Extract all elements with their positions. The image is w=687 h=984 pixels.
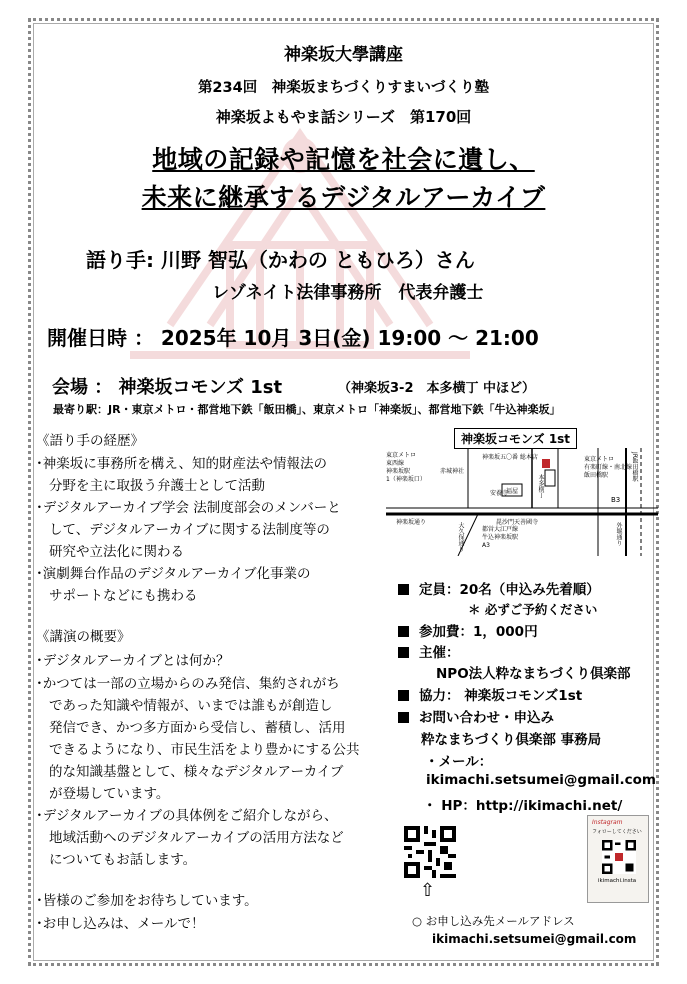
map-label: 神楽坂通り — [396, 519, 427, 526]
bullet-square-icon — [398, 647, 409, 658]
main-title-line2: 未来に継承するデジタルアーカイブ — [141, 183, 546, 212]
coop-text: 協力： 神楽坂コモンズ1st — [419, 688, 583, 704]
main-title-line1: 地域の記録や記憶を社会に遺し、 — [152, 145, 535, 174]
map-label: 外堀通り — [615, 522, 622, 546]
map-label: 東京メトロ 有楽町線・南北線 飯田橋駅 — [584, 456, 633, 479]
summary-line: 発信でき、かつ多方面から受信し、蓄積し、活用 — [49, 720, 346, 736]
summary-line: 的な知識基盤として、様々なデジタルアーカイブ — [49, 764, 344, 780]
profile-line: ･デジタルアーカイブ学会 法制度部会のメンバーと — [36, 500, 341, 516]
fee-text: 参加費：1，000円 — [419, 624, 538, 640]
profile-line: ･演劇舞台作品のデジタルアーカイブ化事業の — [36, 566, 311, 582]
qr-caption: ○ お申し込み先メールアドレス — [412, 914, 575, 928]
venue-address: （神楽坂3-2 本多横丁 中ほど） — [338, 381, 536, 396]
summary-line: ･かつては一部の立場からのみ発信、集約されがち — [36, 676, 340, 692]
capacity-text: 定員：20名（申込み先着順） — [419, 582, 600, 598]
map-label: B3 — [611, 496, 621, 504]
map-label: 東京メトロ 東西線 神楽坂駅 1（神楽坂口） — [386, 452, 426, 483]
series-title-1: 第234回 神楽坂まちづくりすまいづくり塾 — [197, 80, 490, 96]
instagram-qr-icon — [602, 840, 636, 874]
cooperation — [398, 684, 582, 704]
mail-label: ・メール： — [425, 754, 493, 770]
profile-line: 研究や立法化に関わる — [49, 544, 184, 560]
profile-line: ･神楽坂に事務所を構え、知的財産法や情報法の — [36, 456, 328, 472]
profile-line: サポートなどにも携わる — [49, 588, 198, 604]
map-label: 都営大江戸線 牛込神楽坂駅 A3 — [482, 526, 519, 549]
summary-line: ･デジタルアーカイブの具体例をご紹介しながら、 — [36, 808, 338, 824]
fee — [398, 620, 538, 640]
arrow-up-icon: ⇧ — [420, 880, 436, 901]
host-label — [398, 641, 460, 661]
capacity — [398, 578, 600, 598]
map-label: 毘沙門天善國寺 — [496, 519, 539, 526]
bullet-square-icon — [398, 712, 409, 723]
capacity-note: ＊ 必ずご予約ください — [468, 602, 598, 617]
summary-heading: 《講演の概要》 — [36, 629, 131, 645]
map-label: 本多横丁 — [537, 474, 544, 498]
speaker-affiliation: レゾネイト法律事務所 代表弁護士 — [212, 283, 484, 303]
homepage-link[interactable]: ・ HP：http://ikimachi.net/ — [423, 798, 623, 814]
contact-email[interactable]: ikimachi.setsumei@gmail.com — [426, 772, 656, 788]
closing-line: ･お申し込みは、メールで！ — [36, 916, 205, 932]
profile-heading: 《語り手の経歴》 — [36, 433, 144, 449]
venue-map — [386, 428, 658, 556]
access-info: 最寄り駅：JR・東京メトロ・都営地下鉄「飯田橋」、東京メトロ「神楽坂」、都営地下鉄「牛込神楽坂」 — [53, 403, 561, 416]
summary-line: が登場しています。 — [49, 786, 170, 802]
contact-label-text: お問い合わせ・申込み — [419, 710, 554, 726]
bullet-square-icon — [398, 626, 409, 637]
series-title-2: 神楽坂よもやま話シリーズ 第170回 — [215, 108, 472, 126]
contact-org: 粋なまちづくり倶楽部 事務局 — [421, 732, 602, 748]
map-label: 福屋 — [506, 488, 519, 495]
summary-line: ･デジタルアーカイブとは何か？ — [36, 653, 230, 669]
qr-code[interactable] — [404, 826, 456, 878]
org-name: 神楽坂大學講座 — [284, 45, 403, 65]
map-label: 神楽坂五〇番 総本店 — [482, 454, 538, 461]
event-datetime: 開催日時 ： 2025年 10月 3日(金) 19:00 ～ 21:00 — [47, 326, 539, 350]
summary-line: であった知識や情報が、いまでは誰もが創造し — [49, 698, 333, 714]
instagram-follow: フォローしてください — [592, 829, 642, 835]
bullet-square-icon — [398, 584, 409, 595]
speaker-line: 語り手: 川野 智弘（かわの ともひろ）さん — [86, 248, 475, 272]
contact-label — [398, 706, 554, 726]
instagram-tag: Instagram — [592, 819, 623, 826]
bullet-square-icon — [398, 690, 409, 701]
profile-line: 分野を主に取扱う弁護士として活動 — [49, 478, 265, 494]
host-name: NPO法人粋なまちづくり倶楽部 — [436, 666, 631, 682]
map-label: 赤城神社 — [440, 468, 465, 475]
instagram-card[interactable] — [587, 815, 649, 903]
summary-line: 地域活動へのデジタルアーカイブの活用方法など — [49, 830, 344, 846]
map-label: JR飯田橋駅 — [631, 452, 638, 482]
map-label: 大久保通り — [457, 522, 464, 552]
map-label: 安養寺 — [490, 490, 509, 497]
map-title: 神楽坂コモンズ 1st — [454, 428, 577, 449]
summary-line: についてもお話します。 — [49, 852, 197, 868]
footer-email[interactable]: ikimachi.setsumei@gmail.com — [432, 932, 637, 946]
summary-line: できるようになり、市民生活をより豊かにする公共 — [49, 742, 360, 758]
venue-label: 会場 ： 神楽坂コモンズ 1st — [52, 377, 283, 398]
host-label-text: 主催： — [419, 645, 460, 661]
instagram-handle: ikimachi.insta — [598, 878, 637, 884]
closing-line: ･皆様のご参加をお待ちしています。 — [36, 893, 258, 909]
profile-line: して、デジタルアーカイブに関する法制度等の — [49, 522, 330, 538]
